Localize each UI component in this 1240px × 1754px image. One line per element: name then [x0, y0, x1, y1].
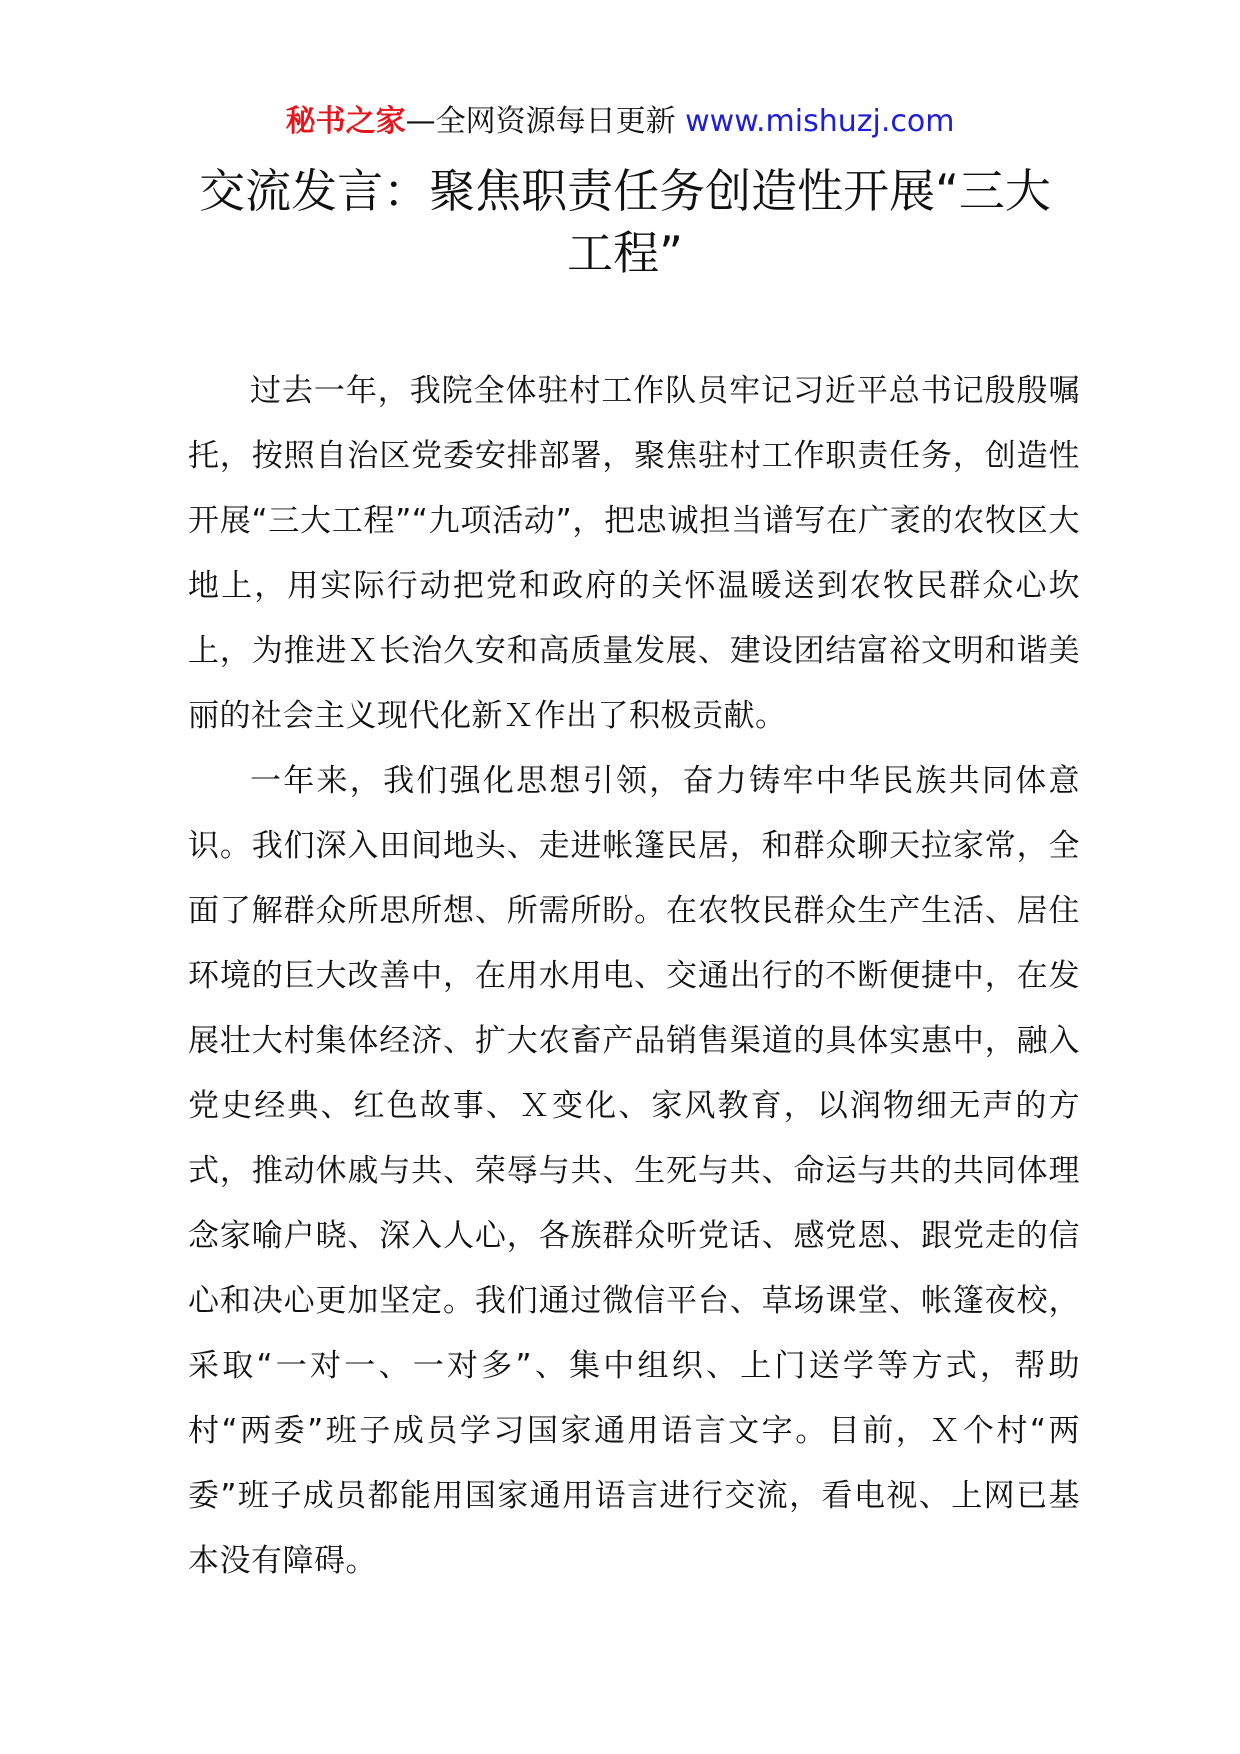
paragraph-2: 一年来，我们强化思想引领，奋力铸牢中华民族共同体意识。我们深入田间地头、走进帐篷民居，和群众聊天拉家常，全面了解群众所思所想、所需所盼。在农牧民群众生产生活、居住环境的巨大改善中，在用水用电、交通出行的不断便捷中，在发展壮大村集体经济、扩大农畜产品销售渠道的具体实惠中，融入党史经典、红色故事、Ｘ变化、家风教育，以润物细无声的方式，推动休戚与共、荣辱与共、生死与共、命运与共的共同体理念家喻户晓、深入人心，各族群众听党话、感党恩、跟党走的信心和决心更加坚定。我们通过微信平台、草场课堂、帐篷夜校，采取“一对一、一对多”、集中组织、上门送学等方式，帮助村“两委”班子成员学习国家通用语言文字。目前，Ｘ个村“两委”班子成员都能用国家通用语言进行交流，看电视、上网已基本没有障碍。	[188, 763, 1080, 1579]
site-url-link[interactable]: www.mishuzj.com	[685, 104, 955, 139]
brand-name: 秘书之家	[285, 104, 406, 139]
site-header	[0, 100, 1240, 144]
header-tagline: —全网资源每日更新	[405, 104, 676, 139]
document-title: 交流发言：聚焦职责任务创造性开展“三大工程”	[199, 164, 1051, 280]
paragraph-1: 过去一年，我院全体驻村工作队员牢记习近平总书记殷殷嘱托，按照自治区党委安排部署，聚焦驻村工作职责任务，创造性开展“三大工程”“九项活动”，把忠诚担当谱写在广袤的农牧区大地上，用实际行动把党和政府的关怀温暖送到农牧民群众心坎上，为推进Ｘ长治久安和高质量发展、建设团结富裕文明和谐美丽的社会主义现代化新Ｘ作出了积极贡献。	[188, 373, 1080, 734]
document-body	[188, 359, 1080, 1594]
